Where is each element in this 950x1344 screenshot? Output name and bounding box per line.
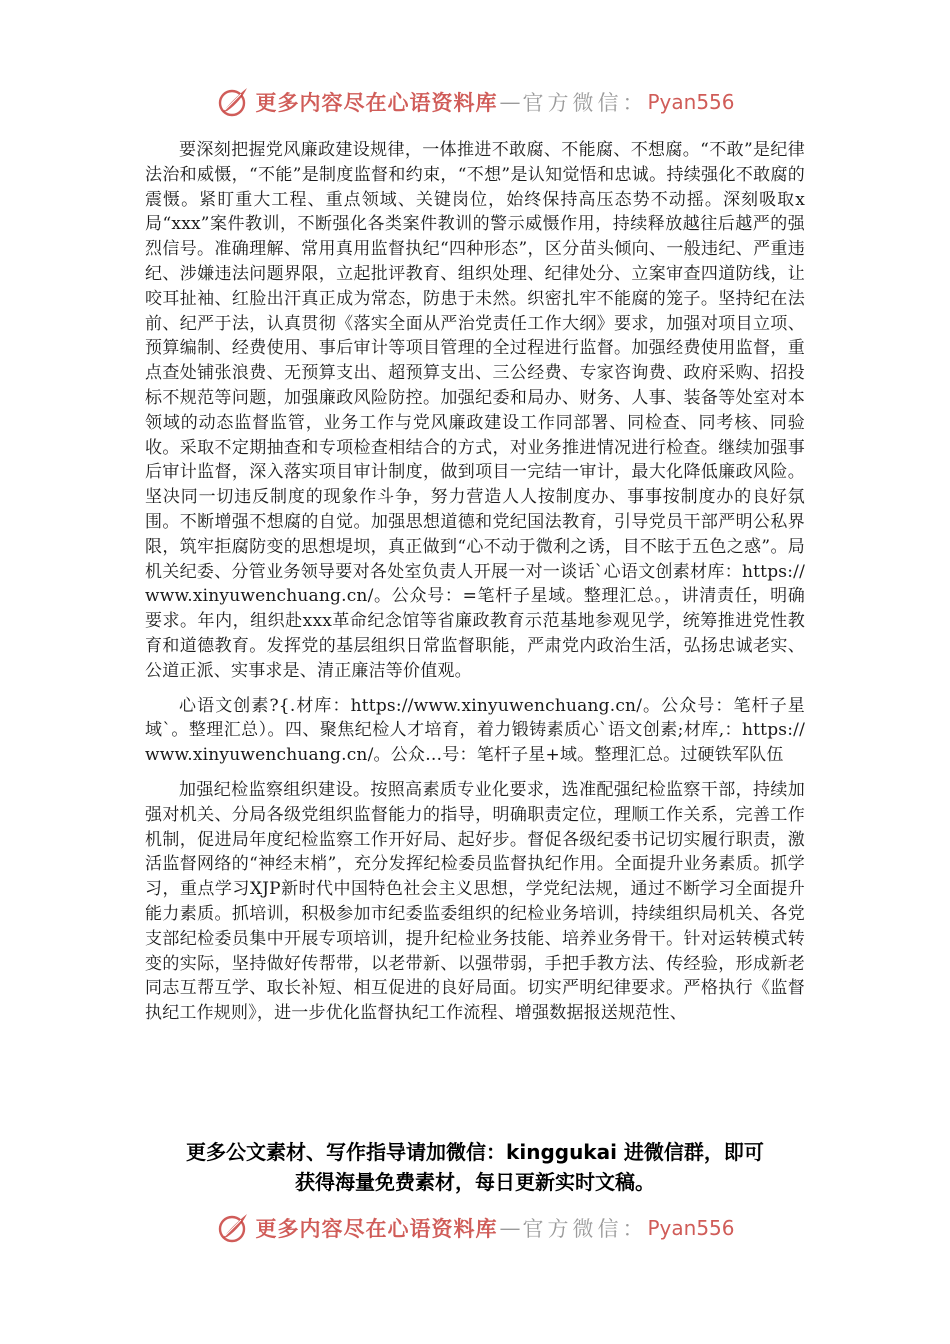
banner-separator: —	[499, 1216, 521, 1240]
footer-banner	[0, 1208, 950, 1248]
banner-wechat-id: Pyan556	[647, 90, 735, 114]
banner-separator: —	[499, 90, 521, 114]
paragraph-3: 加强纪检监察组织建设。按照高素质专业化要求，选准配强纪检监察干部，持续加强对机关、分局各级党组织监督能力的指导，明确职责定位，理顺工作关系，完善工作机制，促进局年度纪检监察工作开好局、起好步。督促各级纪委书记切实履行职责，激活监督网络的“神经末梢”，充分发挥纪检委员监督执纪作用。全面提升业务素质。抓学习，重点学习XJP新时代中国特色社会主义思想，学党纪法规，通过不断学习全面提升能力素质。抓培训，积极参加市纪委监委组织的纪检业务培训，持续组织局机关、各党支部纪检委员集中开展专项培训，提升纪检业务技能、培养业务骨干。针对运转模式转变的实际，坚持做好传帮带，以老带新、以强带弱，手把手教方法、传经验，形成新老同志互帮互学、取长补短、相互促进的良好局面。切实严明纪律要求。严格执行《监督执纪工作规则》，进一步优化监督执纪工作流程、增强数据报送规范性、	[145, 779, 805, 1024]
banner-wechat-id: Pyan556	[647, 1216, 735, 1240]
banner-label: 官方微信：	[522, 1217, 648, 1241]
promo-notice	[130, 1137, 820, 1197]
header-banner	[0, 82, 950, 122]
paragraph-2: 心语文创素?{.材库：https://www.xinyuwenchuang.cn/。公众号：笔杆子星域`。整理汇总）。四、聚焦纪检人才培育，着力锻铸素质心`语文创素;材库,：https://www.xinyuwenchuang.cn/。公众…号：笔杆子星+域。整理汇总。过硬铁军队伍	[145, 695, 805, 766]
document-body	[145, 138, 805, 1026]
paragraph-1: 要深刻把握党风廉政建设规律，一体推进不敢腐、不能腐、不想腐。“不敢”是纪律法治和威慑，“不能”是制度监督和约束，“不想”是认知觉悟和忠诚。持续强化不敢腐的震慑。紧盯重大工程、重点领域、关键岗位，始终保持高压态势不动摇。深刻吸取x局“xxx”案件教训，不断强化各类案件教训的警示威慑作用，持续释放越往后越严的强烈信号。准确理解、常用真用监督执纪“四种形态”，区分苗头倾向、一般违纪、严重违纪、涉嫌违法问题界限，立起批评教育、组织处理、纪律处分、立案审查四道防线，让咬耳扯袖、红脸出汗真正成为常态，防患于未然。织密扎牢不能腐的笼子。坚持纪在法前、纪严于法，认真贯彻《落实全面从严治党责任工作大纲》要求，加强对项目立项、预算编制、经费使用、事后审计等项目管理的全过程进行监督。加强经费使用监督，重点查处铺张浪费、无预算支出、超预算支出、三公经费、专家咨询费、政府采购、招投标不规范等问题，加强廉政风险防控。加强纪委和局办、财务、人事、装备等处室对本领域的动态监督监管，业务工作与党风廉政建设工作同部署、同检查、同考核、同验收。采取不定期抽查和专项检查相结合的方式，对业务推进情况进行检查。继续加强事后审计监督，深入落实项目审计制度，做到项目一完结一审计，最大化降低廉政风险。坚决同一切违反制度的现象作斗争，努力营造人人按制度办、事事按制度办的良好氛围。不断增强不想腐的自觉。加强思想道德和党纪国法教育，引导党员干部严明公私界限，筑牢拒腐防变的思想堤坝，真正做到“心不动于微利之诱，目不眩于五色之惑”。局机关纪委、分管业务领导要对各处室负责人开展一对一谈话`心语文创素材库：https://www.xinyuwenchuang.cn/。公众号：=笔杆子星域。整理汇总。，讲清责任，明确要求。年内，组织赴xxx革命纪念馆等省廉政教育示范基地参观见学，统筹推进党性教育和道德教育。发挥党的基层组织日常监督职能，严肃党内政治生活，弘扬忠诚老实、公道正派、实事求是、清正廉洁等价值观。	[145, 140, 805, 681]
banner-label: 官方微信：	[522, 91, 648, 115]
banner-site-text: 更多内容尽在心语资料库	[255, 1216, 498, 1241]
promo-line-2: 获得海量免费素材，每日更新实时文稿。	[295, 1170, 655, 1194]
quill-logo-icon	[215, 84, 251, 120]
quill-logo-icon	[215, 1210, 251, 1246]
promo-line-1: 更多公文素材、写作指导请加微信：kinggukai 进微信群，即可	[186, 1140, 764, 1164]
banner-site-text: 更多内容尽在心语资料库	[255, 90, 498, 115]
